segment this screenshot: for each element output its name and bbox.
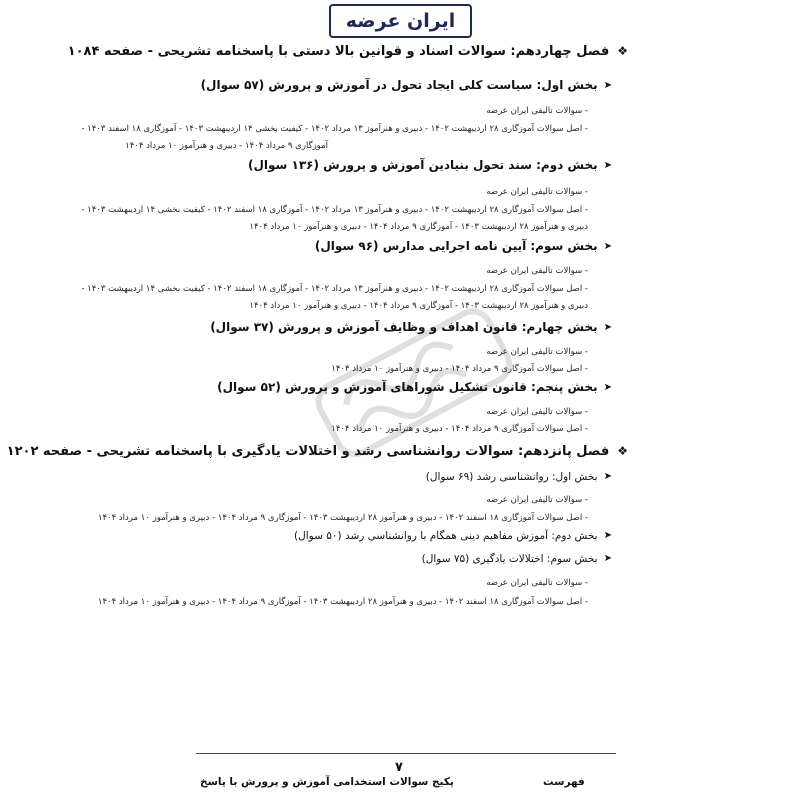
list-item: - سوالات تالیفی ایران عرضه <box>486 106 588 116</box>
section-heading <box>40 78 612 92</box>
chapter-title: فصل چهاردهم: سوالات اسناد و قوانین بالا دستی با پاسخنامه تشریحی - صفحه ۱۰۸۴ <box>67 44 610 59</box>
arrow-bullet-icon: ➤ <box>603 553 612 564</box>
arrow-bullet-icon: ➤ <box>603 471 612 482</box>
list-item: - سوالات تالیفی ایران عرضه <box>486 187 588 197</box>
section-title: بخش اول: روانشناسی رشد (۶۹ سوال) <box>425 471 598 483</box>
section-title: بخش چهارم: قانون اهداف و وظایف آموزش و پرورش (۳۷ سوال) <box>210 320 598 334</box>
list-item: آموزگاری ۹ مرداد ۱۴۰۴ - دبیری و هنرآموز ۱۰ مرداد ۱۴۰۴ <box>125 141 328 151</box>
list-item: - اصل سوالات آموزگاری ۹ مرداد ۱۴۰۴ - دبیری و هنرآموز ۱۰ مرداد ۱۴۰۴ <box>331 424 588 434</box>
arrow-bullet-icon: ➤ <box>603 80 612 91</box>
section-title: بخش دوم: آموزش مفاهیم دینی همگام با روانشناسی رشد (۵۰ سوال) <box>294 530 598 542</box>
arrow-bullet-icon: ➤ <box>603 160 612 171</box>
list-item: - اصل سوالات آموزگاری ۱۸ اسفند ۱۴۰۲ - دبیری و هنرآموز ۲۸ اردیبهشت ۱۴۰۳ - آموزگاری ۹ مرداد ۱۴۰۴ - دبیری و هنرآموز ۱۰ مرداد ۱۴۰۴ <box>97 513 588 523</box>
book-title: پکیج سوالات استخدامی آموزش و پرورش با پاسخ <box>200 776 454 788</box>
section-title: بخش دوم: سند تحول بنیادین آموزش و پرورش (۱۳۶ سوال) <box>247 158 598 172</box>
section-heading <box>40 380 612 394</box>
section-title: بخش پنجم: قانون تشکیل شوراهای آموزش و پرورش (۵۲ سوال) <box>217 380 598 394</box>
list-item: دبیری و هنرآموز ۲۸ اردیبهشت ۱۴۰۳ - آموزگاری ۹ مرداد ۱۴۰۴ - دبیری و هنرآموز ۱۰ مرداد ۱۴۰۴ <box>249 301 588 311</box>
list-item: - سوالات تالیفی ایران عرضه <box>486 407 588 417</box>
section-heading <box>40 471 612 483</box>
section-heading <box>40 320 612 334</box>
section-heading <box>40 553 612 565</box>
list-item: - سوالات تالیفی ایران عرضه <box>486 266 588 276</box>
chapter-14-heading <box>40 44 628 59</box>
list-item: - اصل سوالات آموزگاری ۲۸ اردیبهشت ۱۴۰۲ - دبیری و هنرآموز ۱۳ مرداد ۱۴۰۲ - آموزگاری ۱۸ اسفند ۱۴۰۲ - کیفیت بخشی ۱۴ اردیبهشت ۱۴۰۳ - <box>81 284 588 294</box>
page-number: ۷ <box>395 760 403 775</box>
list-item: - اصل سوالات آموزگاری ۹ مرداد ۱۴۰۴ - دبیری و هنرآموز ۱۰ مرداد ۱۴۰۴ <box>331 364 588 374</box>
arrow-bullet-icon: ➤ <box>603 530 612 541</box>
list-item: - سوالات تالیفی ایران عرضه <box>486 578 588 588</box>
list-item: - اصل سوالات آموزگاری ۲۸ اردیبهشت ۱۴۰۲ - دبیری و هنرآموز ۱۳ مرداد ۱۴۰۲ - کیفیت بخشی ۱۴ اردیبهشت ۱۴۰۳ - آموزگاری ۱۸ اسفند ۱۴۰۳ - <box>81 124 588 134</box>
arrow-bullet-icon: ➤ <box>603 322 612 333</box>
section-title: بخش اول: سیاست کلی ایجاد تحول در آموزش و پرورش (۵۷ سوال) <box>200 78 598 92</box>
section-title: بخش سوم: اختلالات یادگیری (۷۵ سوال) <box>421 553 598 565</box>
footer-divider <box>196 753 616 754</box>
logo-text: ایران عرضه <box>345 10 456 32</box>
list-item: - اصل سوالات آموزگاری ۲۸ اردیبهشت ۱۴۰۲ - دبیری و هنرآموز ۱۳ مرداد ۱۴۰۲ - آموزگاری ۱۸ اسفند ۱۴۰۲ - کیفیت بخشی ۱۴ اردیبهشت ۱۴۰۳ - <box>81 205 588 215</box>
list-item: دبیری و هنرآموز ۲۸ اردیبهشت ۱۴۰۳ - آموزگاری ۹ مرداد ۱۴۰۴ - دبیری و هنرآموز ۱۰ مرداد ۱۴۰۴ <box>249 222 588 232</box>
footer-label: فهرست <box>543 776 585 788</box>
section-title: بخش سوم: آیین نامه اجرایی مدارس (۹۶ سوال) <box>314 239 598 253</box>
arrow-bullet-icon: ➤ <box>603 382 612 393</box>
list-item: - سوالات تالیفی ایران عرضه <box>486 347 588 357</box>
diamond-bullet-icon: ❖ <box>617 444 628 458</box>
list-item: - اصل سوالات آموزگاری ۱۸ اسفند ۱۴۰۲ - دبیری و هنرآموز ۲۸ اردیبهشت ۱۴۰۳ - آموزگاری ۹ مرداد ۱۴۰۴ - دبیری و هنرآموز ۱۰ مرداد ۱۴۰۴ <box>97 597 588 607</box>
chapter-15-heading <box>6 444 628 459</box>
chapter-title: فصل پانزدهم: سوالات روانشناسی رشد و اختلالات یادگیری با پاسخنامه تشریحی - صفحه ۱۲۰۲ <box>6 444 610 459</box>
section-heading <box>40 239 612 253</box>
section-heading <box>40 530 612 542</box>
section-heading <box>40 158 612 172</box>
arrow-bullet-icon: ➤ <box>603 241 612 252</box>
list-item: - سوالات تالیفی ایران عرضه <box>486 495 588 505</box>
diamond-bullet-icon: ❖ <box>617 44 628 58</box>
